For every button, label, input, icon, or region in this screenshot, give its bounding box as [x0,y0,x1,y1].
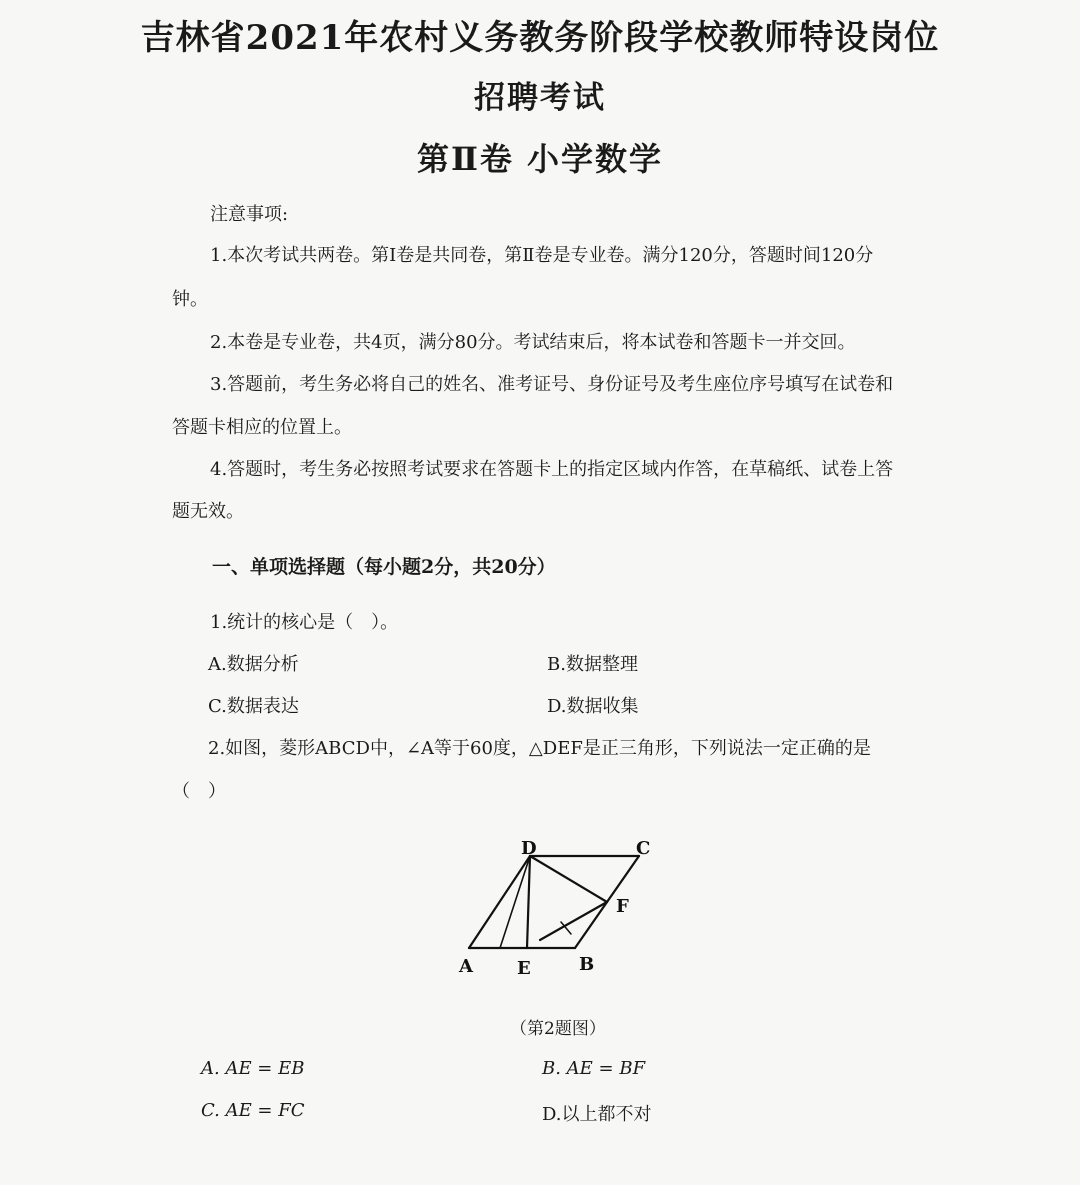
label-f: F [616,896,629,917]
label-d: D [521,838,537,859]
notice-item-3-line2: 答题卡相应的位置上。 [172,417,352,438]
question-1-option-d: D.数据收集 [547,696,639,717]
label-e: E [517,958,531,979]
notice-item-2: 2.本卷是专业卷，共4页，满分80分。考试结束后，将本试卷和答题卡一并交回。 [210,332,856,353]
question-1-option-a: A.数据分析 [208,654,299,675]
notice-item-4-line1: 4.答题时，考生务必按照考试要求在答题卡上的指定区域内作答，在草稿纸、试卷上答 [210,459,894,480]
question-1-option-b: B.数据整理 [547,654,638,675]
exam-title-line1: 吉林省2021年农村义务教务阶段学校教师特设岗位 [140,18,940,58]
notice-item-4-line2: 题无效。 [172,501,244,522]
question-2-stem-line2: （ ） [172,781,226,802]
segment-de [527,856,530,948]
segment-df [530,856,607,902]
notice-item-1-line2: 钟。 [172,289,208,310]
notice-heading: 注意事项: [210,204,289,225]
figure-caption: （第2题图） [510,1019,606,1039]
section-heading: 一、单项选择题（每小题2分，共20分） [212,556,556,578]
notice-item-3-line1: 3.答题前，考生务必将自己的姓名、准考证号、身份证号及考生座位序号填写在试卷和 [210,374,894,395]
rhombus-figure [455,830,665,980]
question-1-option-c: C.数据表达 [208,696,299,717]
label-b: B [579,954,595,975]
question-1-stem: 1.统计的核心是（ ）。 [210,612,399,633]
notice-item-1-line1: 1.本次考试共两卷。第Ⅰ卷是共同卷，第Ⅱ卷是专业卷。满分120分，答题时间120分 [210,245,874,266]
segment-ef [540,902,607,940]
question-2-stem-line1: 2.如图，菱形ABCD中，∠A等于60度，△DEF是正三角形，下列说法一定正确的是 [208,738,871,759]
question-2-option-a: A. AE = EB [201,1058,305,1079]
label-a: A [459,956,473,977]
diagonal-line [500,856,530,948]
paper-subtitle: 第Ⅱ卷 小学数学 [416,140,664,178]
exam-title-line2: 招聘考试 [474,80,606,116]
question-2-option-b: B. AE = BF [542,1058,646,1079]
side-ad [469,856,530,948]
question-2-option-d: D.以上都不对 [542,1104,652,1125]
label-c: C [636,838,651,859]
question-2-option-c: C. AE = FC [201,1100,305,1121]
